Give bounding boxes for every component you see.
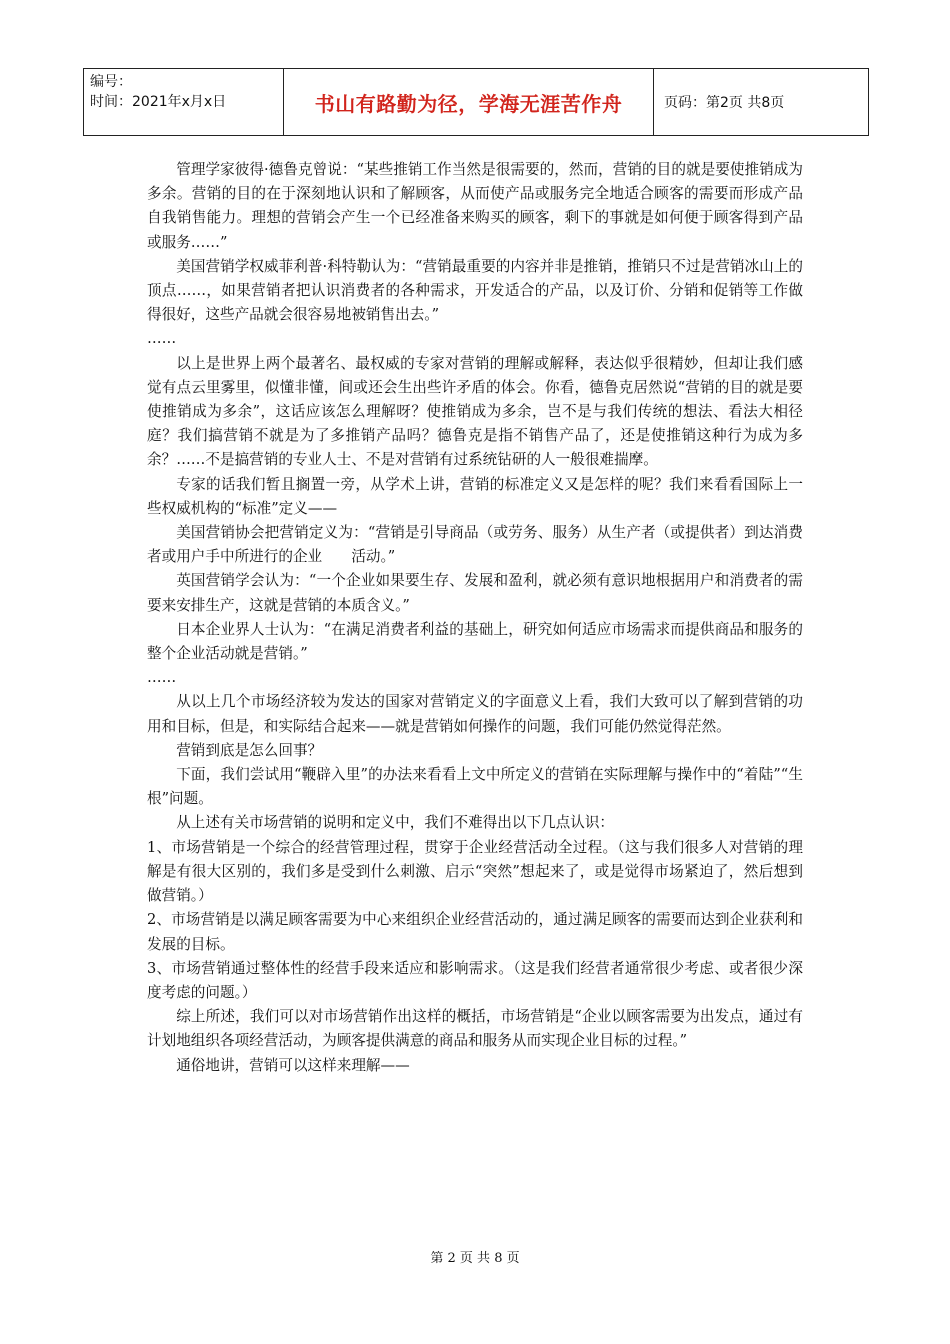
body-paragraph: 以上是世界上两个最著名、最权威的专家对营销的理解或解释，表达似乎很精妙，但却让我们感觉有点云里雾里，似懂非懂，间或还会生出些许矛盾的体会。你看，德鲁克居然说“营销的目的就是要使推销成为多余”，这话应该怎么理解呀？使推销成为多余，岂不是与我们传统的想法、看法大相径庭？我们搞营销不就是为了多推销产品吗？德鲁克是指不销售产品了，还是使推销这种行为成为多余？……不是搞营销的专业人士、不是对营销有过系统钻研的人一般很难揣摩。 (147, 354, 803, 469)
page-footer: 第 2 页 共 8 页 (430, 1251, 520, 1266)
body-paragraph: 2、市场营销是以满足顾客需要为中心来组织企业经营活动的，通过满足顾客的需要而达到企业获利和发展的目标。 (147, 911, 803, 953)
document-body (147, 158, 803, 1078)
body-paragraph: 专家的话我们暂且搁置一旁，从学术上讲，营销的标准定义又是怎样的呢？我们来看看国际上一些权威机构的“标准”定义—— (147, 475, 803, 517)
body-paragraph: 综上所述，我们可以对市场营销作出这样的概括，市场营销是“企业以顾客需要为出发点，通过有计划地组织各项经营活动，为顾客提供满意的商品和服务从而实现企业目标的过程。” (147, 1008, 803, 1050)
body-paragraph: 从以上几个市场经济较为发达的国家对营销定义的字面意义上看，我们大致可以了解到营销的功用和目标，但是，和实际结合起来——就是营销如何操作的问题，我们可能仍然觉得茫然。 (147, 693, 803, 735)
header-motto: 书山有路勤为径，学海无涯苦作舟 (284, 69, 654, 135)
header-page-number: 页码：第2页 共8页 (664, 95, 785, 111)
body-paragraph: 营销到底是怎么回事？ (176, 741, 323, 759)
body-paragraph: 日本企业界人士认为：“在满足消费者利益的基础上，研究如何适应市场需求而提供商品和服务的整个企业活动就是营销。” (147, 620, 803, 663)
body-paragraph: 美国营销协会把营销定义为：“营销是引导商品（或劳务、服务）从生产者（或提供者）到达消费者或用户手中所进行的企业 活动。” (147, 524, 803, 566)
document-number-label: 编号： (90, 74, 132, 90)
body-paragraph: 通俗地讲，营销可以这样来理解—— (176, 1056, 410, 1074)
body-paragraph: 美国营销学权威菲利普·科特勒认为：“营销最重要的内容并非是推销，推销只不过是营销冰山上的顶点……，如果营销者把认识消费者的各种需求，开发适合的产品，以及订价、分销和促销等工作做得很好，这些产品就会很容易地被销售出去。” (147, 257, 803, 324)
body-paragraph: 下面，我们尝试用“鞭辟入里”的办法来看看上文中所定义的营销在实际理解与操作中的“着陆”“生根”问题。 (147, 766, 803, 808)
header-info-cell (84, 69, 284, 135)
body-paragraph: 从上述有关市场营销的说明和定义中，我们不难得出以下几点认识： (176, 814, 615, 832)
page-header (83, 68, 869, 136)
body-paragraph: 1、市场营销是一个综合的经营管理过程，贯穿于企业经营活动全过程。（这与我们很多人对营销的理解是有很大区别的，我们多是受到什么刺激、启示“突然”想起来了，或是觉得市场紧迫了，然后想到做营销。） (147, 838, 803, 905)
body-paragraph: 3、市场营销通过整体性的经营手段来适应和影响需求。（这是我们经营者通常很少考虑、或者很少深度考虑的问题。） (147, 959, 803, 1001)
body-paragraph: …… (147, 330, 177, 348)
body-paragraph: …… (147, 669, 177, 687)
document-date-label: 时间：2021年x月x日 (90, 94, 227, 110)
body-paragraph: 英国营销学会认为：“一个企业如果要生存、发展和盈利，就必须有意识地根据用户和消费者的需要来安排生产，这就是营销的本质含义。” (147, 572, 803, 614)
body-paragraph: 管理学家彼得·德鲁克曾说：“某些推销工作当然是很需要的，然而，营销的目的就是要使推销成为多余。营销的目的在于深刻地认识和了解顾客，从而使产品或服务完全地适合顾客的需要而形成产品自我销售能力。理想的营销会产生一个已经准备来购买的顾客，剩下的事就是如何便于顾客得到产品或服务……” (147, 161, 803, 251)
